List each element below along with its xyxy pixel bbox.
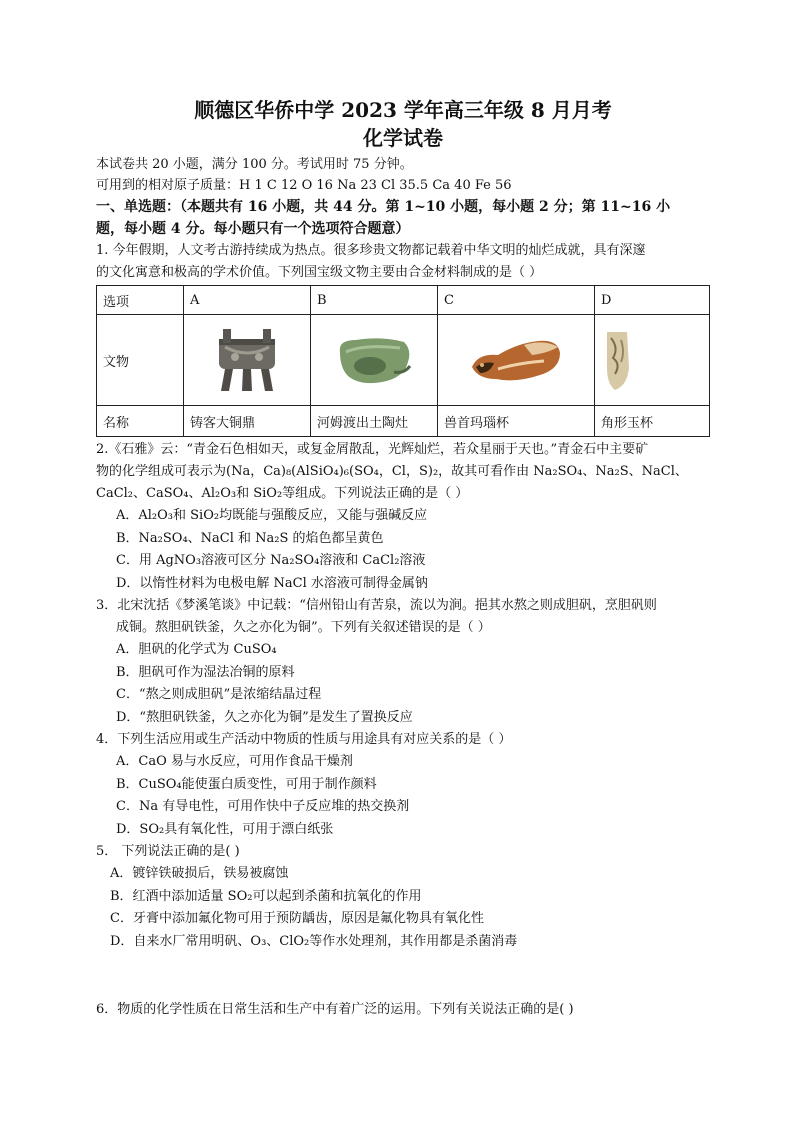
- question-3-option-a: A．胆矾的化学式为 CuSO₄: [116, 642, 277, 657]
- question-3-option-b: B．胆矾可作为湿法冶铜的原料: [116, 664, 295, 680]
- question-1-stem-line-2: 的文化寓意和极高的学术价值。下列国宝级文物主要由合金材料制成的是（ ）: [96, 265, 543, 280]
- jade-cup-icon: [603, 328, 633, 392]
- agate-cup-icon: [468, 333, 564, 387]
- question-5-option-a: A．镀锌铁破损后，铁易被腐蚀: [110, 866, 289, 881]
- table-cell-image-c: [438, 315, 595, 406]
- question-5-option-c: C．牙膏中添加氟化物可用于预防龋齿，原因是氟化物具有氧化性: [110, 911, 484, 926]
- table-row-artifacts: [97, 315, 710, 406]
- question-1: [96, 240, 710, 437]
- question-2-option-d: D．以惰性材料为电极电解 NaCl 水溶液可制得金属钠: [116, 575, 428, 591]
- section-heading-line-2: 题，每小题 4 分。每小题只有一个选项符合题意）: [96, 221, 410, 237]
- table-cell-letter-d: D: [595, 286, 710, 315]
- table-cell-letter-a: A: [184, 286, 311, 315]
- table-cell-letter-c: C: [438, 286, 595, 315]
- exam-title: 顺德区华侨中学 2023 学年高三年级 8 月月考: [194, 98, 612, 122]
- table-cell-image-b: [311, 315, 438, 406]
- table-cell-name-c: 兽首玛瑙杯: [438, 406, 595, 437]
- table-cell-header: 选项: [97, 286, 184, 315]
- question-5: [96, 841, 710, 953]
- question-2-option-a: A．Al₂O₃和 SiO₂均既能与强酸反应，又能与强碱反应: [116, 508, 428, 523]
- exam-subtitle: 化学试卷: [363, 126, 443, 150]
- table-cell-image-d: [595, 315, 710, 406]
- table-cell-name-b: 河姆渡出土陶灶: [311, 406, 438, 437]
- table-row-options: [97, 286, 710, 315]
- question-4-option-a: A．CaO 易与水反应，可用作食品干燥剂: [116, 754, 353, 769]
- question-3-stem-line-2: 成铜。熬胆矾铁釜，久之亦化为铜”。下列有关叙述错误的是（ ）: [116, 620, 491, 635]
- question-4-option-c: C．Na 有导电性，可用作快中子反应堆的热交换剂: [116, 799, 410, 814]
- table-row-names: [97, 406, 710, 437]
- question-3-option-d: D．“熬胆矾铁釜，久之亦化为铜”是发生了置换反应: [116, 709, 413, 725]
- question-1-stem-line-1: 1. 今年假期，人文考古游持续成为热点。很多珍贵文物都记载着中华文明的灿烂成就，具有深邃: [96, 243, 646, 258]
- bronze-ding-icon: [211, 325, 283, 395]
- table-cell-name-d: 角形玉杯: [595, 406, 710, 437]
- question-5-option-d: D．自来水厂常用明矾、O₃、ClO₂等作水处理剂，其作用都是杀菌消毒: [110, 933, 518, 949]
- intro-line-1: 本试卷共 20 小题，满分 100 分。考试用时 75 分钟。: [96, 157, 413, 172]
- question-3-stem-line-1: 3．北宋沈括《梦溪笔谈》中记载：“信州铅山有苦泉，流以为涧。挹其水熬之则成胆矾，烹胆矾则: [96, 598, 657, 613]
- question-2-stem-line-2: 物的化学组成可表示为(Na，Ca)₈(AlSiO₄)₆(SO₄，Cl，S)₂，故其可看作由 Na₂SO₄、Na₂S、NaCl、: [96, 464, 688, 479]
- question-2: [96, 439, 710, 595]
- blank-space: [96, 953, 710, 999]
- section-heading-line-1: 一、单选题：（本题共有 16 小题，共 44 分。第 1~10 小题，每小题 2 分；第 11~16 小: [96, 199, 671, 215]
- question-4-stem: 4．下列生活应用或生产活动中物质的性质与用途具有对应关系的是（ ）: [96, 732, 512, 747]
- exam-page: [96, 96, 710, 1021]
- question-4: [96, 729, 710, 841]
- question-4-option-b: B．CuSO₄能使蛋白质变性，可用于制作颜料: [116, 776, 377, 792]
- question-2-option-c: C．用 AgNO₃溶液可区分 Na₂SO₄溶液和 CaCl₂溶液: [116, 553, 426, 568]
- intro-line-2: 可用到的相对原子质量：H 1 C 12 O 16 Na 23 Cl 35.5 Ca 40 Fe 56: [96, 178, 512, 193]
- question-5-stem: 5． 下列说法正确的是( ): [96, 844, 240, 859]
- question-3: [96, 595, 710, 729]
- table-cell-header: 名称: [97, 406, 184, 437]
- table-cell-image-a: [184, 315, 311, 406]
- artifact-table: [96, 285, 710, 437]
- table-cell-letter-b: B: [311, 286, 438, 315]
- question-5-option-b: B．红酒中添加适量 SO₂可以起到杀菌和抗氧化的作用: [110, 888, 422, 904]
- question-2-stem-line-1: 2.《石雅》云：“青金石色相如天，或复金屑散乱，光辉灿烂，若众星丽于天也。”青金石中主要矿: [96, 442, 649, 457]
- table-cell-header: 文物: [97, 315, 184, 406]
- question-6-stem: 6．物质的化学性质在日常生活和生产中有着广泛的运用。下列有关说法正确的是( ): [96, 1002, 574, 1017]
- question-3-option-c: C．“熬之则成胆矾”是浓缩结晶过程: [116, 687, 322, 702]
- question-2-stem-line-3: CaCl₂、CaSO₄、Al₂O₃和 SiO₂等组成。下列说法正确的是（ ）: [96, 486, 469, 501]
- table-cell-name-a: 铸客大铜鼎: [184, 406, 311, 437]
- question-2-option-b: B．Na₂SO₄、NaCl 和 Na₂S 的焰色都呈黄色: [116, 530, 384, 546]
- question-4-option-d: D．SO₂具有氧化性，可用于漂白纸张: [116, 821, 334, 837]
- pottery-stove-icon: [334, 332, 414, 388]
- question-6: [96, 999, 710, 1021]
